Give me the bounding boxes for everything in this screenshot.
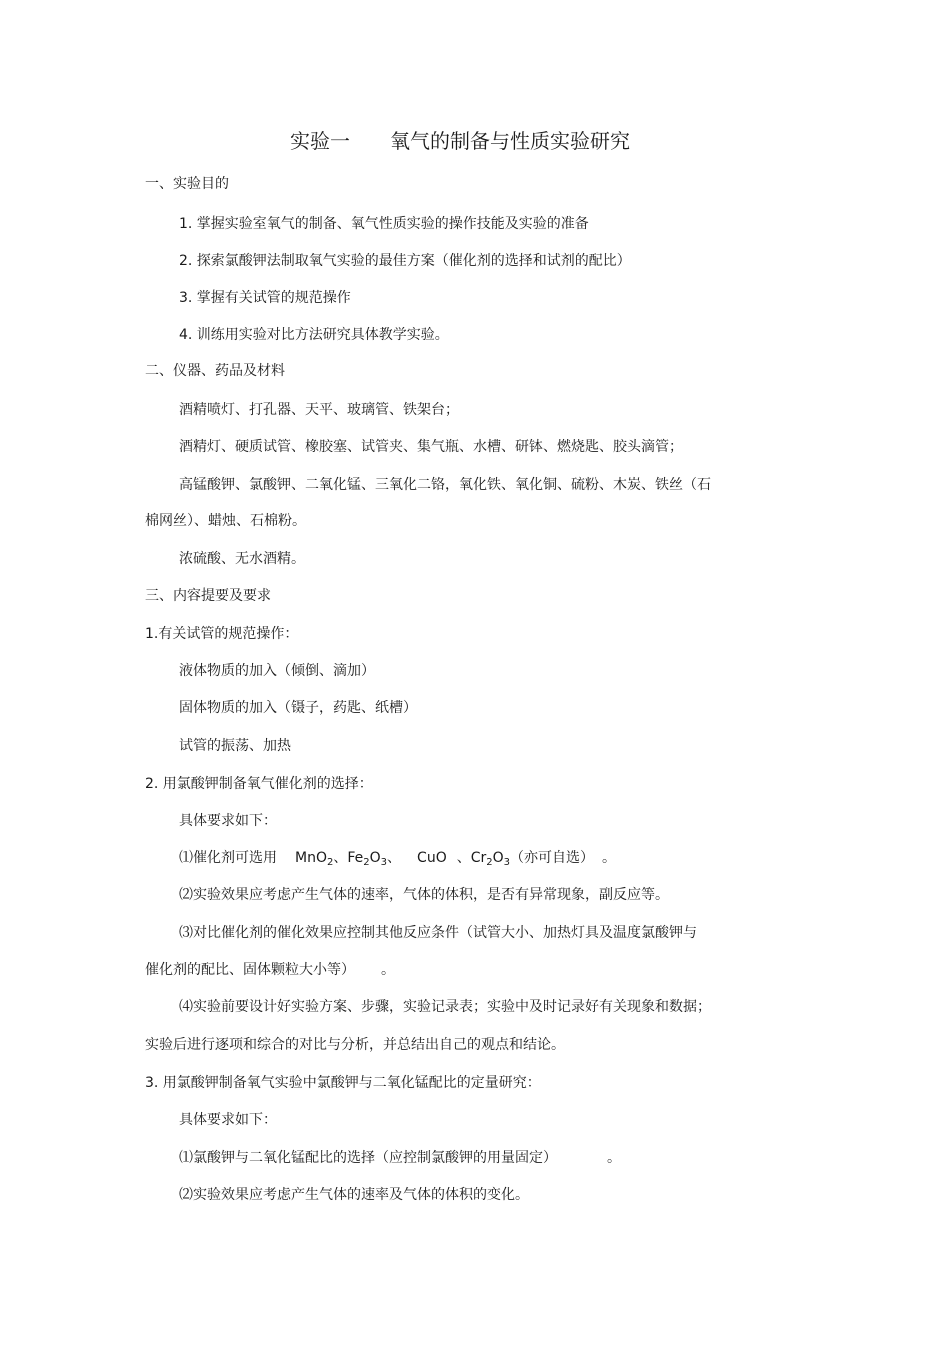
r1-postfix: （亦可自选） — [510, 850, 595, 866]
s2-line-4: 浓硫酸、无水酒精。 — [179, 551, 305, 567]
formula-fe2o3: $Fe_2O_3$ — [347, 850, 388, 868]
s3-part1-item-1: 液体物质的加入（倾倒、滴加） — [179, 663, 375, 679]
s3-part2-r4b: 实验后进行逐项和综合的对比与分析，并总结出自己的观点和结论。 — [145, 1037, 565, 1053]
s3-part2-r2: ⑵实验效果应考虑产生气体的速率，气体的体积，是否有异常现象，副反应等。 — [179, 887, 669, 903]
s2-line-3b: 棉网丝）、蜡烛、石棉粉。 — [145, 513, 306, 529]
s2-line-3a: 高锰酸钾、氯酸钾、二氧化锰、三氧化二铬，氧化铁、氧化铜、硫粉、木炭、铁丝（石 — [179, 477, 711, 493]
s1-item-4: 4. 训练用实验对比方法研究具体教学实验。 — [179, 327, 449, 343]
s3-part2-r4a: ⑷实验前要设计好实验方案、步骤，实验记录表；实验中及时记录好有关现象和数据； — [179, 999, 711, 1015]
r1-prefix: ⑴催化剂可选用 — [179, 850, 277, 866]
section-3-heading: 三、内容提要及要求 — [145, 588, 271, 604]
s2-line-1: 酒精喷灯、打孔器、天平、玻璃管、铁架台； — [179, 402, 459, 418]
s2-line-2: 酒精灯、硬质试管、橡胶塞、试管夹、集气瓶、水槽、研钵、燃烧匙、胶头滴管； — [179, 439, 683, 455]
s3-part2-r1: ⑴催化剂可选用 MnO$_2$、$Fe_2O_3$、 CuO 、$Cr_2O_3$（亦可自选） 。 — [179, 850, 617, 868]
s3-part1-item-3: 试管的振荡、加热 — [179, 738, 291, 754]
title-part1: 实验一 — [290, 129, 350, 153]
formula-cr2o3: $Cr_2O_3$ — [470, 850, 511, 868]
title-part2: 氧气的制备与性质实验研究 — [390, 129, 630, 153]
page-title — [290, 128, 630, 154]
s3-part2-heading: 2. 用氯酸钾制备氧气催化剂的选择： — [145, 776, 373, 792]
section-2-heading: 二、仪器、药品及材料 — [145, 363, 285, 379]
section-1-heading: 一、实验目的 — [145, 176, 229, 192]
s3-part1-item-2: 固体物质的加入（镊子，药匙、纸槽） — [179, 700, 417, 716]
s1-item-1: 1. 掌握实验室氧气的制备、氧气性质实验的操作技能及实验的准备 — [179, 216, 589, 232]
s3-part2-r3b: 催化剂的配比、固体颗粒大小等） 。 — [145, 962, 395, 978]
s1-item-3: 3. 掌握有关试管的规范操作 — [179, 290, 351, 306]
s3-part3-r1: ⑴氯酸钾与二氧化锰配比的选择（应控制氯酸钾的用量固定） 。 — [179, 1150, 621, 1166]
s3-part3-heading: 3. 用氯酸钾制备氧气实验中氯酸钾与二氧化锰配比的定量研究： — [145, 1075, 541, 1091]
s3-part3-req: 具体要求如下： — [179, 1112, 277, 1128]
s1-item-2: 2. 探索氯酸钾法制取氧气实验的最佳方案（催化剂的选择和试剂的配比） — [179, 253, 631, 269]
formula-cuo: CuO — [417, 850, 447, 866]
formula-mno2: MnO$_2$ — [295, 850, 334, 868]
s3-part2-r3a: ⑶对比催化剂的催化效果应控制其他反应条件（试管大小、加热灯具及温度氯酸钾与 — [179, 925, 697, 941]
s3-part2-req: 具体要求如下： — [179, 813, 277, 829]
s3-part1-heading: 1.有关试管的规范操作： — [145, 626, 299, 642]
s3-part3-r2: ⑵实验效果应考虑产生气体的速率及气体的体积的变化。 — [179, 1187, 529, 1203]
